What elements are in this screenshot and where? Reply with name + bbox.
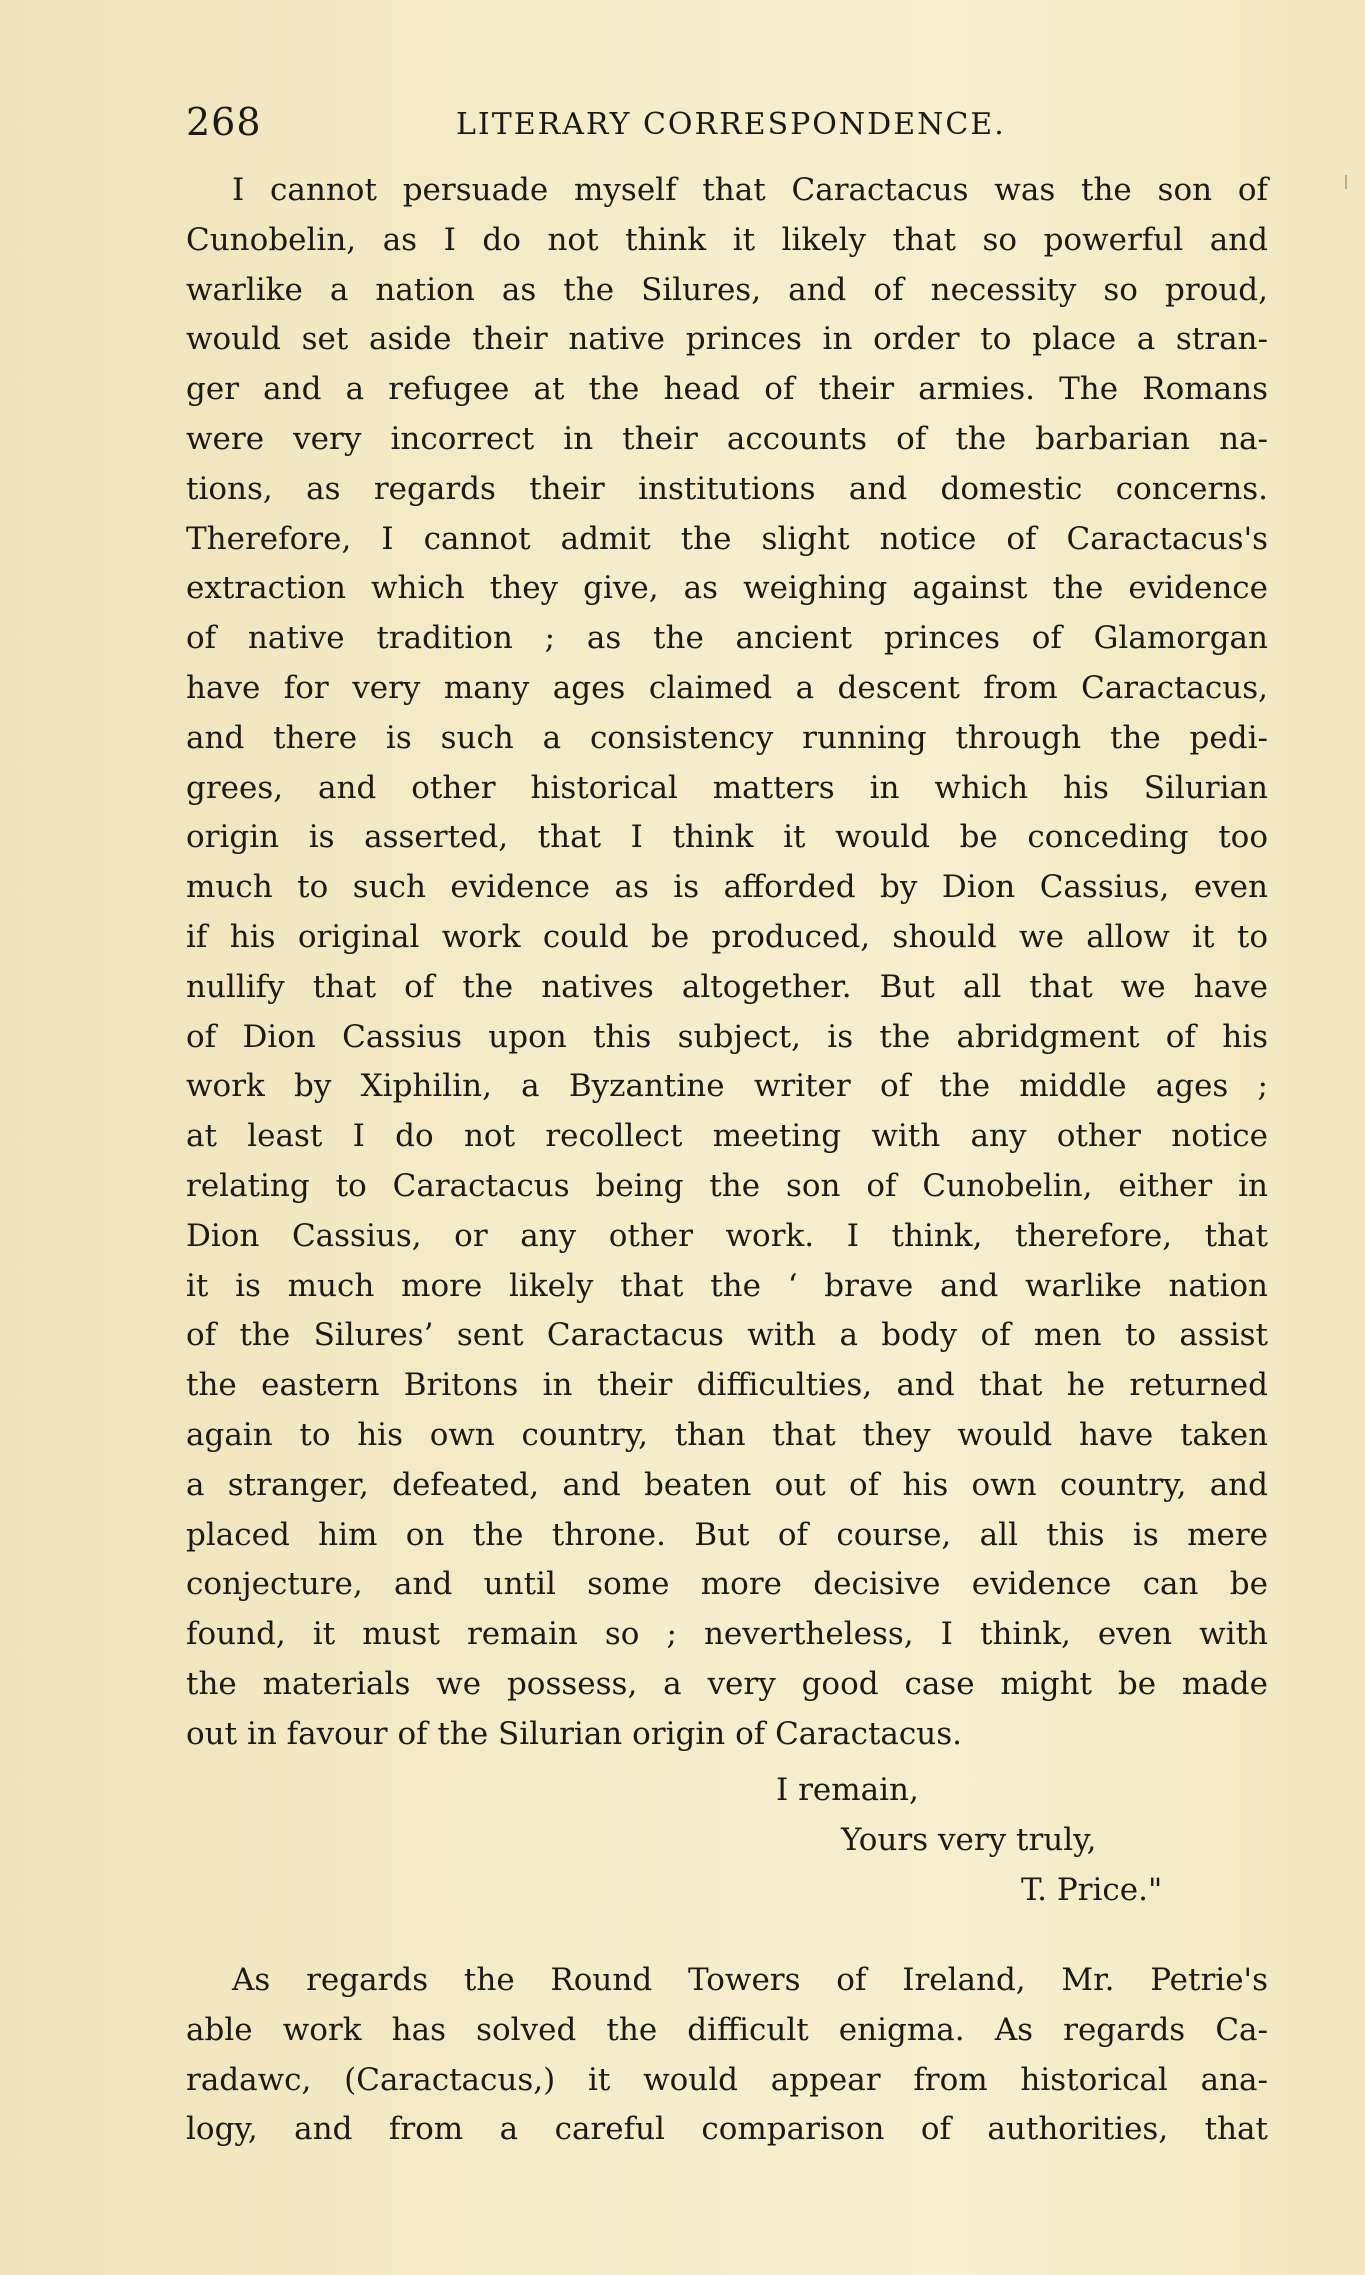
- text-line: would set aside their native princes in order to place a stran-: [186, 321, 1268, 358]
- signoff-yours: Yours very truly,: [841, 1822, 1097, 1858]
- text-line: if his original work could be produced, should we allow it to: [186, 918, 1268, 955]
- text-line: able work has solved the difficult enigma. As regards Ca-: [186, 2011, 1268, 2048]
- text-line: again to his own country, than that they would have taken: [186, 1416, 1268, 1453]
- text-line: nullify that of the natives altogether. But all that we have: [186, 968, 1268, 1005]
- letter-paragraph: [186, 166, 1268, 1760]
- text-line: of native tradition ; as the ancient princes of Glamorgan: [186, 620, 1268, 657]
- page-header: [186, 100, 1266, 160]
- text-line: extraction which they give, as weighing against the evidence: [186, 570, 1268, 607]
- text-line: placed him on the throne. But of course, all this is mere: [186, 1516, 1268, 1553]
- text-line: have for very many ages claimed a descent from Caractacus,: [186, 669, 1268, 706]
- text-line: a stranger, defeated, and beaten out of his own country, and: [186, 1466, 1268, 1503]
- second-paragraph: [186, 1955, 1268, 2154]
- running-head: LITERARY CORRESPONDENCE.: [456, 107, 1006, 142]
- text-line: radawc, (Caractacus,) it would appear from historical ana-: [186, 2061, 1268, 2098]
- text-line: As regards the Round Towers of Ireland, Mr. Petrie's: [232, 1962, 1268, 1998]
- text-line: the materials we possess, a very good case might be made: [186, 1665, 1268, 1702]
- text-line: grees, and other historical matters in which his Silurian: [186, 769, 1268, 806]
- text-line: much to such evidence as is afforded by Dion Cassius, even: [186, 869, 1268, 906]
- text-line: the eastern Britons in their difficulties, and that he returned: [186, 1367, 1268, 1404]
- text-line: origin is asserted, that I think it would be conceding too: [186, 819, 1268, 856]
- text-line: I cannot persuade myself that Caractacus was the son of: [232, 172, 1268, 208]
- text-line: Cunobelin, as I do not think it likely that so powerful and: [186, 221, 1268, 258]
- text-line: out in favour of the Silurian origin of Caractacus.: [186, 1715, 962, 1752]
- text-line: relating to Caractacus being the son of Cunobelin, either in: [186, 1167, 1268, 1204]
- text-line: found, it must remain so ; nevertheless, I think, even with: [186, 1616, 1268, 1653]
- text-line: Dion Cassius, or any other work. I think, therefore, that: [186, 1217, 1268, 1254]
- text-line: tions, as regards their institutions and domestic concerns.: [186, 470, 1268, 507]
- text-line: ger and a refugee at the head of their armies. The Romans: [186, 371, 1268, 408]
- signoff-name: T. Price.": [1021, 1872, 1163, 1908]
- paper-speck: [1345, 175, 1347, 189]
- text-line: conjecture, and until some more decisive evidence can be: [186, 1566, 1268, 1603]
- signoff-remain: I remain,: [776, 1772, 919, 1808]
- text-line: and there is such a consistency running through the pedi-: [186, 719, 1268, 756]
- text-line: of Dion Cassius upon this subject, is the abridgment of his: [186, 1018, 1268, 1055]
- text-line: of the Silures’ sent Caractacus with a body of men to assist: [186, 1317, 1268, 1354]
- text-line: it is much more likely that the ‘ brave and warlike nation: [186, 1267, 1268, 1304]
- text-line: warlike a nation as the Silures, and of necessity so proud,: [186, 271, 1268, 308]
- text-line: Therefore, I cannot admit the slight notice of Caractacus's: [186, 520, 1268, 557]
- text-line: were very incorrect in their accounts of the barbarian na-: [186, 420, 1268, 457]
- text-line: at least I do not recollect meeting with any other notice: [186, 1118, 1268, 1155]
- text-line: work by Xiphilin, a Byzantine writer of the middle ages ;: [186, 1068, 1268, 1105]
- text-line: logy, and from a careful comparison of authorities, that: [186, 2111, 1268, 2148]
- page-number: 268: [186, 100, 262, 144]
